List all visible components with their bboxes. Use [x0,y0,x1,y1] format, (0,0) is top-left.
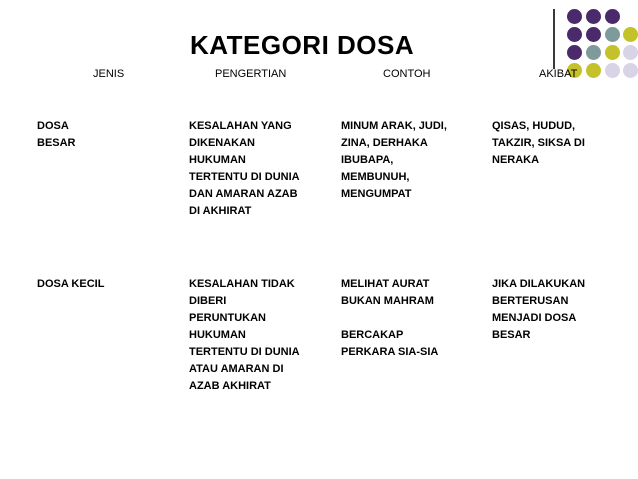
cell-akibat-dosa-besar [492,118,585,169]
cell-line: HUKUMAN [189,154,246,166]
decor-dot [623,45,638,60]
cell-line: ZINA, DERHAKA [341,137,428,149]
cell-line: QISAS, HUDUD, [492,120,576,132]
decor-dot [605,63,620,78]
cell-line: JIKA DILAKUKAN [492,278,586,290]
decor-dot [605,45,620,60]
cell-line: KESALAHAN TIDAK [189,278,295,290]
decor-dot [586,45,601,60]
cell-line: MINUM ARAK, JUDI, [341,120,447,132]
cell-line: HUKUMAN [189,329,246,341]
cell-akibat-dosa-kecil [492,276,585,344]
cell-line: ATAU AMARAN DI [189,363,284,375]
cell-line: PERUNTUKAN [189,312,266,324]
cell-line: BERCAKAP [341,329,404,341]
cell-line: NERAKA [492,154,540,166]
cell-line: KESALAHAN YANG [189,120,292,132]
column-header-akibat: AKIBAT [539,68,578,80]
decor-dot [586,9,601,24]
cell-line: MENGUMPAT [341,188,412,200]
decor-dot [567,9,582,24]
decor-dot [623,63,638,78]
cell-line: TERTENTU DI DUNIA [189,171,300,183]
cell-line: AZAB AKHIRAT [189,380,271,392]
cell-line: DI AKHIRAT [189,205,252,217]
cell-line: BUKAN MAHRAM [341,295,434,307]
cell-line: BERTERUSAN [492,295,569,307]
cell-line: PERKARA SIA-SIA [341,346,439,358]
decor-dot [586,27,601,42]
cell-pengertian-dosa-besar [189,118,300,220]
decorative-divider-line [553,9,555,69]
cell-line: TERTENTU DI DUNIA [189,346,300,358]
decor-dot [623,27,638,42]
cell-line: DOSA KECIL [37,278,105,290]
decor-dot [605,9,620,24]
cell-line: DAN AMARAN AZAB [189,188,298,200]
decor-dot [567,45,582,60]
cell-line: MENJADI DOSA [492,312,577,324]
cell-spacer [341,310,438,327]
cell-line: MEMBUNUH, [341,171,410,183]
decor-dot [605,27,620,42]
column-header-contoh: CONTOH [383,68,431,80]
cell-line: MELIHAT AURAT [341,278,430,290]
decor-dot [567,27,582,42]
cell-contoh-dosa-kecil [341,276,438,361]
cell-line: IBUBAPA, [341,154,394,166]
page-title: KATEGORI DOSA [190,30,415,60]
cell-pengertian-dosa-kecil [189,276,300,395]
column-header-pengertian: PENGERTIAN [215,68,287,80]
column-header-jenis: JENIS [93,68,125,80]
cell-line: TAKZIR, SIKSA DI [492,137,585,149]
cell-line: DOSA [37,120,69,132]
cell-contoh-dosa-besar [341,118,447,203]
cell-line: DIKENAKAN [189,137,255,149]
cell-jenis-dosa-kecil [37,276,104,293]
decor-dot [586,63,601,78]
cell-line: DIBERI [189,295,227,307]
cell-line: BESAR [37,137,76,149]
cell-jenis-dosa-besar [37,118,76,152]
cell-line: BESAR [492,329,531,341]
